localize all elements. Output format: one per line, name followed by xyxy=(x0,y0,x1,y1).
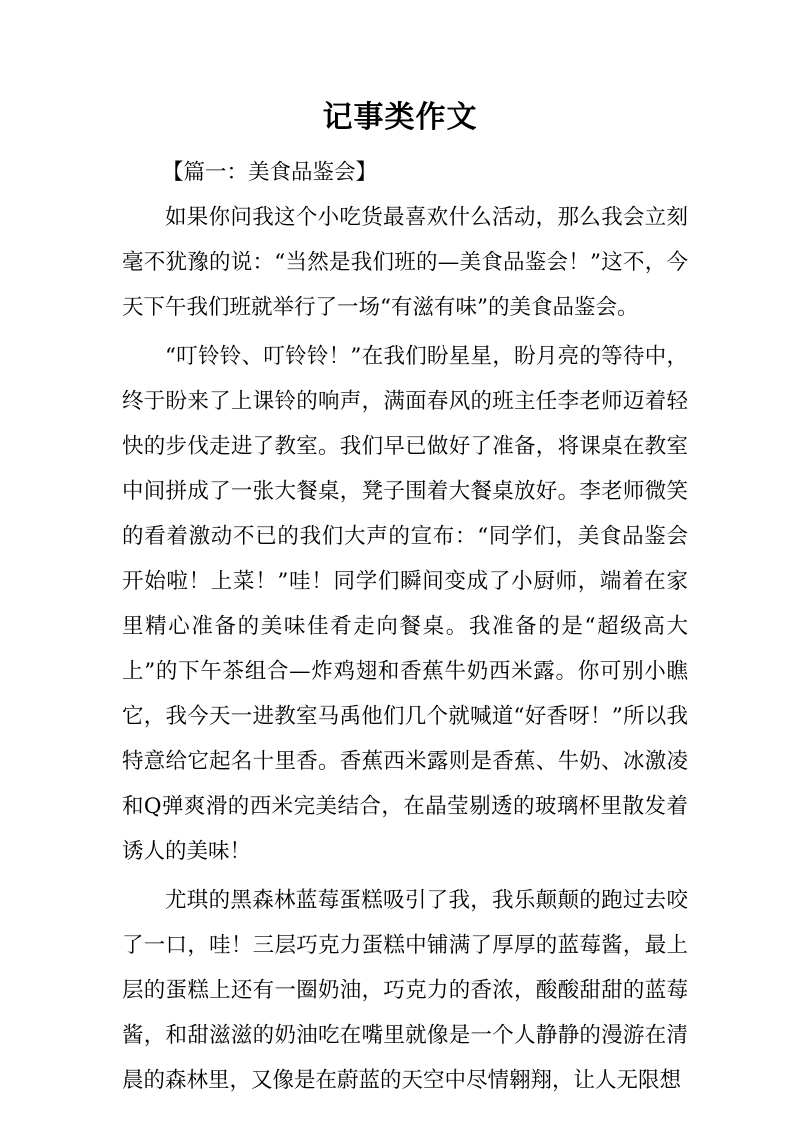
section-heading: 【篇一：美食品鉴会】 xyxy=(162,160,378,185)
document-body xyxy=(122,150,688,1103)
paragraph-2: “叮铃铃、叮铃铃！”在我们盼星星，盼月亮的等待中，终于盼来了上课铃的响声，满面春风的班主任李老师迈着轻快的步伐走进了教室。我们早已做好了准备，将课桌在教室中间拼成了一张大餐桌，凳子围着大餐桌放好。李老师微笑的看着激动不已的我们大声的宣布：“同学们，美食品鉴会开始啦！上菜！”哇！同学们瞬间变成了小厨师，端着在家里精心准备的美味佳肴走向餐桌。我准备的是“超级高大上”的下午茶组合—炸鸡翅和香蕉牛奶西米露。你可别小瞧它，我今天一进教室马禹他们几个就喊道“好香呀！”所以我特意给它起名十里香。香蕉西米露则是香蕉、牛奶、冰激凌和Q弹爽滑的西米完美结合，在晶莹剔透的玻璃杯里散发着诱人的美味！ xyxy=(122,344,688,864)
document-title: 记事类作文 xyxy=(322,100,478,135)
paragraph-1: 如果你问我这个小吃货最喜欢什么活动，那么我会立刻毫不犹豫的说：“当然是我们班的—美食品鉴会！”这不，今天下午我们班就举行了一场“有滋有味”的美食品鉴会。 xyxy=(122,205,688,320)
paragraph-3: 尤琪的黑森林蓝莓蛋糕吸引了我，我乐颠颠的跑过去咬了一口，哇！三层巧克力蛋糕中铺满了厚厚的蓝莓酱，最上层的蛋糕上还有一圈奶油，巧克力的香浓，酸酸甜甜的蓝莓酱，和甜滋滋的奶油吃在嘴里就像是一个人静静的漫游在清晨的森林里，又像是在蔚蓝的天空中尽情翱翔，让人无限想 xyxy=(122,888,688,1093)
